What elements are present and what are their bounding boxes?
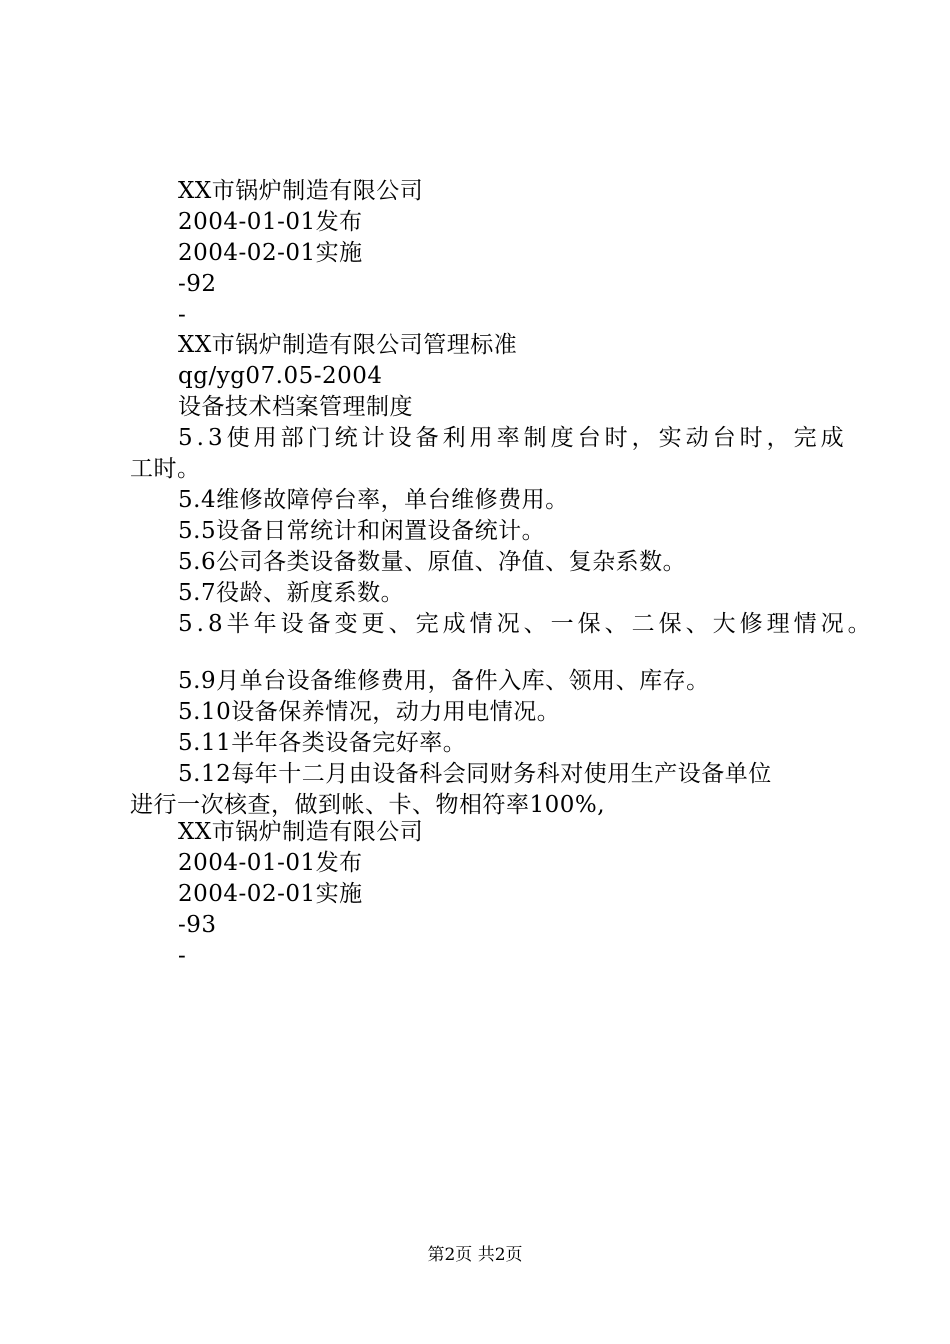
standard-title: XX市锅炉制造有限公司管理标准: [178, 332, 518, 358]
item-5-12-continued: 进行一次核查，做到帐、卡、物相符率100%,: [130, 792, 606, 818]
page-footer: 第2页 共2页: [427, 1245, 523, 1265]
system-title: 设备技术档案管理制度: [178, 394, 413, 420]
implement-date: 2004-02-01实施: [178, 881, 363, 907]
item-5-6: 5.6公司各类设备数量、原值、净值、复杂系数。: [178, 549, 687, 575]
implement-date: 2004-02-01实施: [178, 240, 363, 266]
page-mark: -93: [178, 912, 217, 938]
item-5-12: 5.12每年十二月由设备科会同财务科对使用生产设备单位: [178, 761, 772, 787]
item-5-3: 5.3使用部门统计设备利用率制度台时，实动台时，完成: [178, 425, 848, 451]
publish-date: 2004-01-01发布: [178, 209, 363, 235]
item-5-3-continued: 工时。: [130, 456, 201, 482]
dash-separator: -: [178, 302, 187, 328]
item-5-5: 5.5设备日常统计和闲置设备统计。: [178, 518, 546, 544]
dash-separator: -: [178, 943, 187, 969]
page-mark: -92: [178, 271, 217, 297]
company-name: XX市锅炉制造有限公司: [178, 819, 424, 845]
item-5-10: 5.10设备保养情况，动力用电情况。: [178, 699, 561, 725]
item-5-11: 5.11半年各类设备完好率。: [178, 730, 467, 756]
item-5-8: 5.8半年设备变更、完成情况、一保、二保、大修理情况。: [178, 611, 875, 637]
item-5-4: 5.4维修故障停台率，单台维修费用。: [178, 487, 569, 513]
item-5-7: 5.7役龄、新度系数。: [178, 580, 405, 606]
company-name: XX市锅炉制造有限公司: [178, 178, 424, 204]
publish-date: 2004-01-01发布: [178, 850, 363, 876]
standard-code: qg/yg07.05-2004: [178, 363, 383, 389]
item-5-9: 5.9月单台设备维修费用，备件入库、领用、库存。: [178, 668, 710, 694]
